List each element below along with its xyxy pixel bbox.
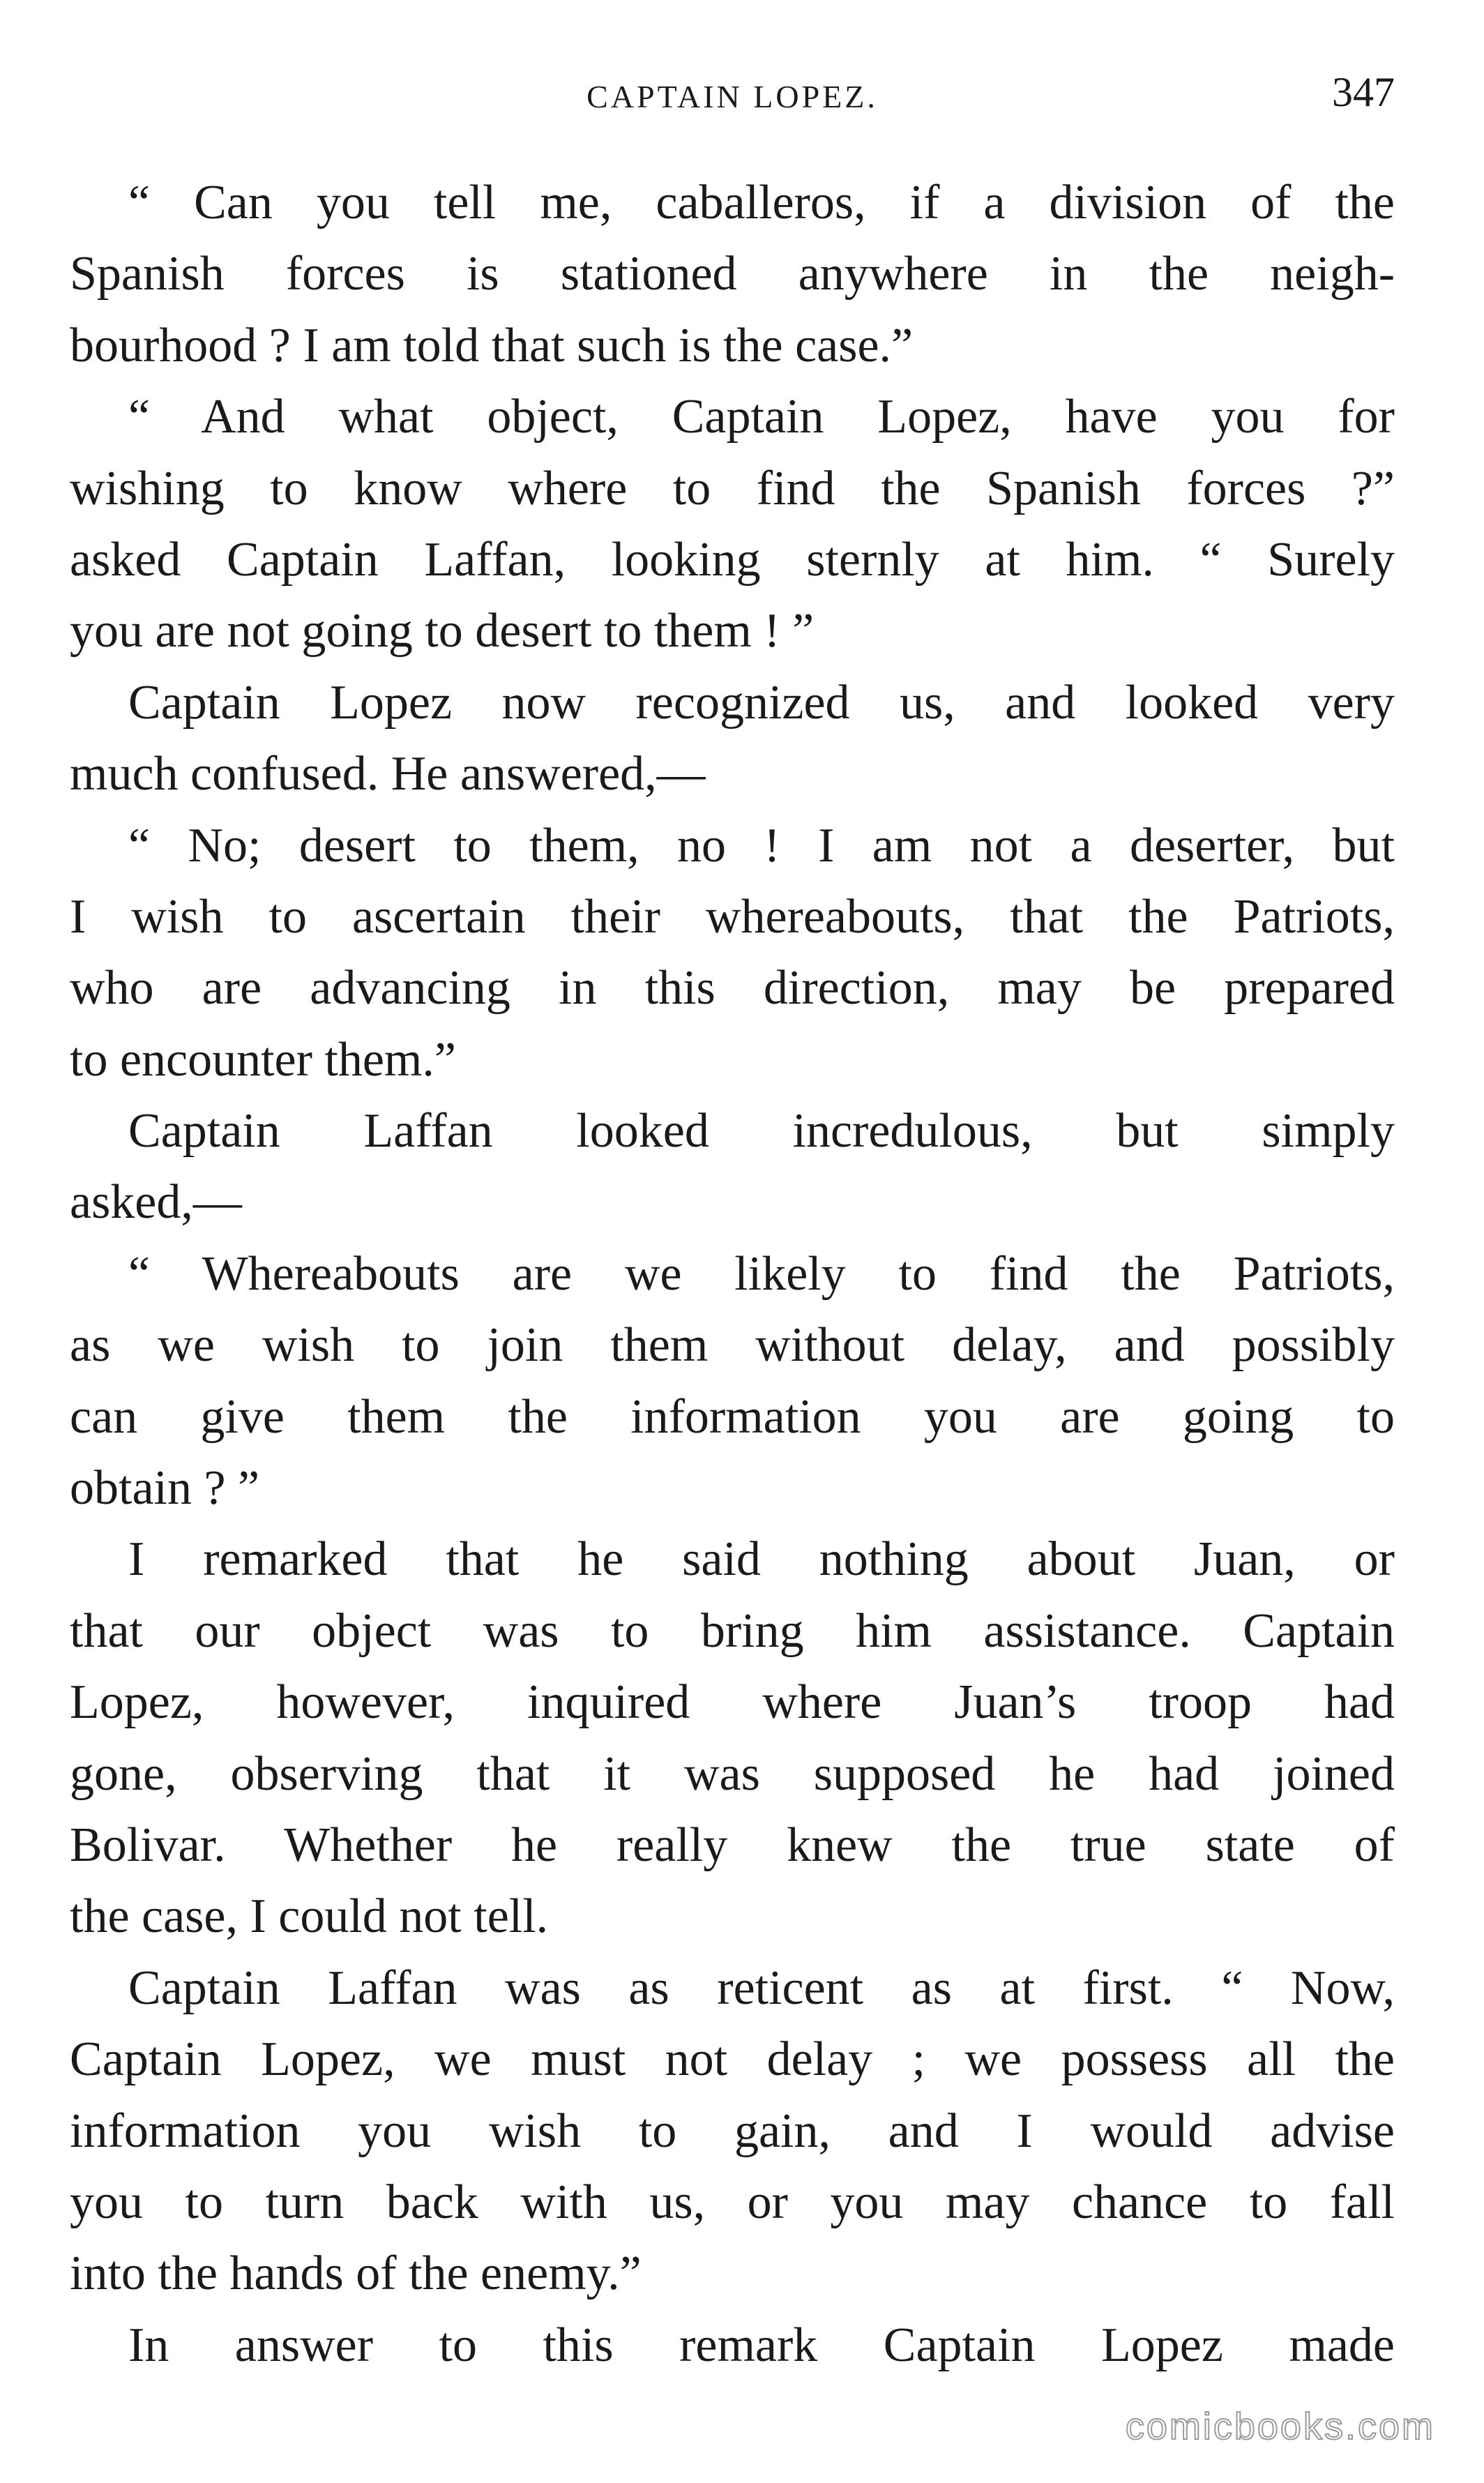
text-line: obtain ? ” <box>70 1461 260 1516</box>
text-line: Captain Lopez, we must not delay ; we possess all the <box>70 2032 1395 2087</box>
text-line: Bolivar. Whether he really knew the true state of <box>70 1818 1395 1872</box>
text-line: I wish to ascertain their whereabouts, that the Patriots, <box>70 889 1395 944</box>
text-line: “ And what object, Captain Lopez, have you for <box>128 390 1395 444</box>
text-line: In answer to this remark Captain Lopez made <box>128 2318 1395 2372</box>
text-line: that our object was to bring him assistance. Captain <box>70 1603 1395 1658</box>
text-line: you to turn back with us, or you may chance to fall <box>70 2175 1395 2229</box>
text-line: bourhood ? I am told that such is the case.” <box>70 318 914 372</box>
text-line: into the hands of the enemy.” <box>70 2247 642 2301</box>
body-text <box>70 167 1395 2381</box>
text-line: much confused. He answered,— <box>70 747 706 801</box>
page-number: 347 <box>1332 69 1395 115</box>
text-line: gone, observing that it was supposed he had joined <box>70 1746 1395 1801</box>
text-line: information you wish to gain, and I would advise <box>70 2104 1395 2158</box>
text-line: the case, I could not tell. <box>70 1889 549 1944</box>
text-line: to encounter them.” <box>70 1032 456 1087</box>
text-line: Spanish forces is stationed anywhere in the neigh- <box>70 247 1395 301</box>
text-line: asked,— <box>70 1175 242 1230</box>
text-line: Captain Laffan looked incredulous, but simply <box>128 1104 1395 1159</box>
text-line: Captain Laffan was as reticent as at first. “ Now, <box>128 1961 1395 2015</box>
text-line: as we wish to join them without delay, and possibly <box>70 1318 1395 1373</box>
text-line: “ Whereabouts are we likely to find the Patriots, <box>128 1246 1395 1301</box>
text-line: you are not going to desert to them ! ” <box>70 604 815 658</box>
running-title: CAPTAIN LOPEZ. <box>586 79 878 114</box>
text-line: “ Can you tell me, caballeros, if a division of the <box>128 176 1395 229</box>
text-line: Captain Lopez now recognized us, and looked very <box>128 675 1395 730</box>
text-line: “ No; desert to them, no ! I am not a deserter, but <box>128 818 1395 873</box>
watermark: comicbooks.com <box>1125 2406 1435 2447</box>
text-line: I remarked that he said nothing about Juan, or <box>128 1532 1395 1587</box>
running-head <box>70 68 1395 124</box>
text-line: can give them the information you are going to <box>70 1389 1395 1444</box>
text-line: who are advancing in this direction, may be prepared <box>70 961 1395 1016</box>
text-line: wishing to know where to find the Spanish forces ?” <box>70 461 1395 515</box>
text-line: Lopez, however, inquired where Juan’s troop had <box>70 1675 1395 1730</box>
text-line: asked Captain Laffan, looking sternly at him. “ Surely <box>70 532 1395 587</box>
